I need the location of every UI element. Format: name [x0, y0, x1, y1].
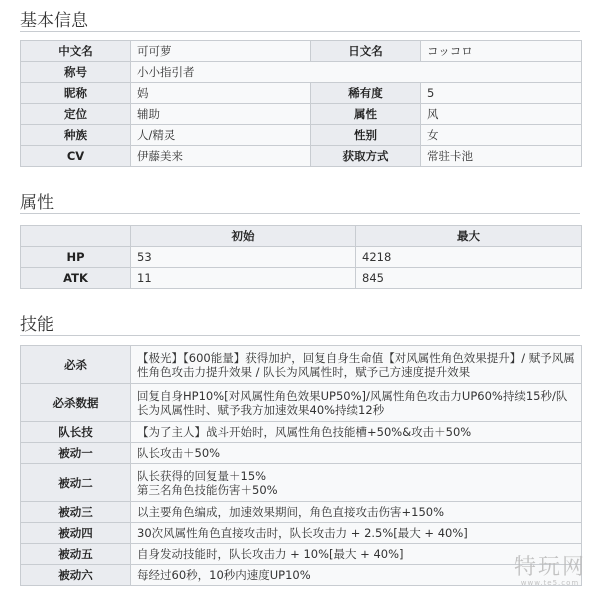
watermark-url: www.te5.com	[520, 579, 580, 587]
skill-row	[21, 443, 582, 464]
field-value: 可可萝	[131, 41, 311, 62]
field-value: 人/精灵	[131, 125, 311, 146]
field-value: 5	[421, 83, 582, 104]
basic-info-title: 基本信息	[20, 11, 88, 31]
stats-row-atk	[21, 268, 582, 289]
stats-title: 属性	[20, 193, 54, 213]
basic-info-row	[21, 83, 582, 104]
skill-label: 必杀	[21, 346, 131, 384]
skill-description: 队长获得的回复量＋15% 第三名角色技能伤害＋50%	[131, 464, 582, 502]
stats-row-hp	[21, 247, 582, 268]
skill-row	[21, 565, 582, 586]
skill-label: 被动三	[21, 502, 131, 523]
basic-info-row	[21, 104, 582, 125]
field-value: 妈	[131, 83, 311, 104]
stats-table	[20, 225, 582, 289]
skill-row	[21, 502, 582, 523]
stats-initial-value: 11	[131, 268, 356, 289]
skill-label: 队长技	[21, 422, 131, 443]
stats-header-initial: 初始	[131, 226, 356, 247]
field-label: 种族	[21, 125, 131, 146]
skill-description: 以主要角色编成，加速效果期间，角色直接攻击伤害+150%	[131, 502, 582, 523]
skills-title: 技能	[20, 315, 54, 335]
stats-max-value: 4218	[356, 247, 582, 268]
stats-label: HP	[21, 247, 131, 268]
skill-label: 被动二	[21, 464, 131, 502]
basic-info-row	[21, 125, 582, 146]
skill-row	[21, 544, 582, 565]
field-value: コッコロ	[421, 41, 582, 62]
stats-max-value: 845	[356, 268, 582, 289]
skill-description: 队长攻击＋50%	[131, 443, 582, 464]
field-label: 属性	[311, 104, 421, 125]
skill-description: 回复自身HP10%[对风属性角色效果UP50%]/风属性角色攻击力UP60%持续15秒/队长为风属性时、赋予我方加速效果40%持续12秒	[131, 384, 582, 422]
stats-header-max: 最大	[356, 226, 582, 247]
stats-label: ATK	[21, 268, 131, 289]
skill-label: 被动四	[21, 523, 131, 544]
skill-label: 被动六	[21, 565, 131, 586]
site-watermark	[514, 550, 586, 587]
basic-info-row	[21, 62, 582, 83]
skill-row	[21, 346, 582, 384]
basic-info-row	[21, 41, 582, 62]
field-label: 日文名	[311, 41, 421, 62]
field-label: 性别	[311, 125, 421, 146]
field-value: 小小指引者	[131, 62, 582, 83]
basic-info-table	[20, 40, 582, 167]
field-value: 女	[421, 125, 582, 146]
field-value: 伊藤美来	[131, 146, 311, 167]
skill-label: 被动五	[21, 544, 131, 565]
skills-table	[20, 345, 582, 586]
skill-description: 每经过60秒，10秒内速度UP10%	[131, 565, 582, 586]
field-label: 定位	[21, 104, 131, 125]
watermark-logo-text: 特玩网	[513, 555, 586, 580]
basic-info-row	[21, 146, 582, 167]
skill-label: 必杀数据	[21, 384, 131, 422]
basic-info-divider	[20, 31, 580, 32]
field-label: 中文名	[21, 41, 131, 62]
field-label: CV	[21, 146, 131, 167]
field-value: 风	[421, 104, 582, 125]
skill-description: 自身发动技能时，队长攻击力 + 10%[最大 + 40%]	[131, 544, 582, 565]
skill-row	[21, 523, 582, 544]
field-value: 辅助	[131, 104, 311, 125]
skill-description: 【为了主人】战斗开始时，风属性角色技能槽+50%&攻击＋50%	[131, 422, 582, 443]
field-label: 稀有度	[311, 83, 421, 104]
skill-row	[21, 384, 582, 422]
skill-row	[21, 464, 582, 502]
skill-description: 30次风属性角色直接攻击时，队长攻击力 + 2.5%[最大 + 40%]	[131, 523, 582, 544]
skill-row	[21, 422, 582, 443]
field-label: 称号	[21, 62, 131, 83]
stats-divider	[20, 213, 580, 214]
field-label: 昵称	[21, 83, 131, 104]
skill-label: 被动一	[21, 443, 131, 464]
stats-initial-value: 53	[131, 247, 356, 268]
stats-header-empty	[21, 226, 131, 247]
field-value: 常驻卡池	[421, 146, 582, 167]
skills-divider	[20, 335, 580, 336]
field-label: 获取方式	[311, 146, 421, 167]
skill-description: 【极光】【600能量】获得加护，回复自身生命值【对风属性角色效果提升】/ 赋予风属性角色攻击力提升效果 / 队长为风属性时，赋予己方速度提升效果	[131, 346, 582, 384]
